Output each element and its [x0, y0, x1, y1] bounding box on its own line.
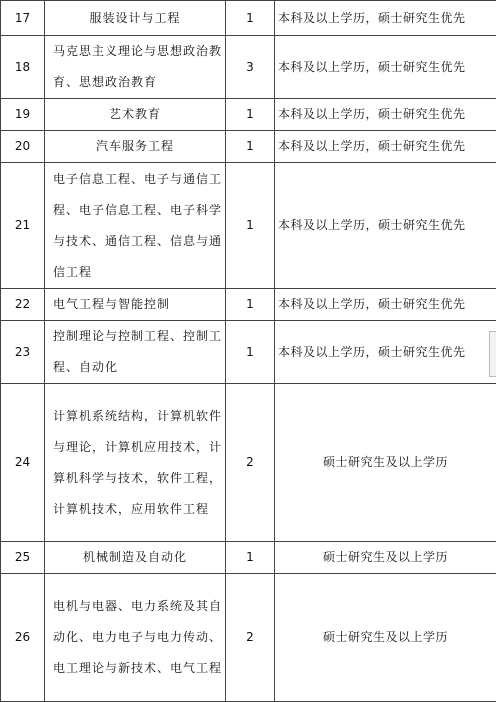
major-cell: 艺术教育	[45, 99, 226, 131]
table-row	[1, 163, 496, 289]
major-cell: 机械制造及自动化	[45, 542, 226, 574]
row-number: 21	[1, 163, 45, 289]
requirement-cell: 本科及以上学历，硕士研究生优先	[275, 321, 496, 384]
table-row	[1, 289, 496, 321]
row-number: 24	[1, 384, 45, 542]
table-row	[1, 384, 496, 542]
requirement-cell: 硕士研究生及以上学历	[275, 574, 496, 702]
requirement-cell: 本科及以上学历，硕士研究生优先	[275, 163, 496, 289]
table-row	[1, 542, 496, 574]
requirement-cell: 本科及以上学历，硕士研究生优先	[275, 99, 496, 131]
table-row	[1, 321, 496, 384]
major-cell: 电气工程与智能控制	[45, 289, 226, 321]
requirement-cell: 硕士研究生及以上学历	[275, 542, 496, 574]
count-cell: 1	[226, 542, 275, 574]
count-cell: 1	[226, 289, 275, 321]
major-cell: 电机与电器、电力系统及其自动化、电力电子与电力传动、电工理论与新技术、电气工程	[45, 574, 226, 702]
count-cell: 2	[226, 574, 275, 702]
requirement-cell: 硕士研究生及以上学历	[275, 384, 496, 542]
table-row	[1, 574, 496, 702]
table-row	[1, 36, 496, 99]
requirement-cell: 本科及以上学历，硕士研究生优先	[275, 1, 496, 36]
row-number: 20	[1, 131, 45, 163]
count-cell: 1	[226, 1, 275, 36]
major-cell: 马克思主义理论与思想政治教育、思想政治教育	[45, 36, 226, 99]
requirement-cell: 本科及以上学历，硕士研究生优先	[275, 131, 496, 163]
count-cell: 1	[226, 131, 275, 163]
count-cell: 2	[226, 384, 275, 542]
count-cell: 1	[226, 99, 275, 131]
major-cell: 电子信息工程、电子与通信工程、电子信息工程、电子科学与技术、通信工程、信息与通信工程	[45, 163, 226, 289]
table-row	[1, 1, 496, 36]
requirement-cell: 本科及以上学历，硕士研究生优先	[275, 289, 496, 321]
count-cell: 1	[226, 321, 275, 384]
row-number: 18	[1, 36, 45, 99]
count-cell: 3	[226, 36, 275, 99]
scroll-edge-handle[interactable]	[489, 331, 496, 377]
requirement-cell: 本科及以上学历，硕士研究生优先	[275, 36, 496, 99]
row-number: 26	[1, 574, 45, 702]
major-cell: 汽车服务工程	[45, 131, 226, 163]
major-cell: 计算机系统结构，计算机软件与理论，计算机应用技术，计算机科学与技术，软件工程，计算机技术，应用软件工程	[45, 384, 226, 542]
major-cell: 服装设计与工程	[45, 1, 226, 36]
row-number: 17	[1, 1, 45, 36]
count-cell: 1	[226, 163, 275, 289]
table-row	[1, 131, 496, 163]
row-number: 23	[1, 321, 45, 384]
row-number: 19	[1, 99, 45, 131]
row-number: 25	[1, 542, 45, 574]
row-number: 22	[1, 289, 45, 321]
major-cell: 控制理论与控制工程、控制工程、自动化	[45, 321, 226, 384]
table-row	[1, 99, 496, 131]
